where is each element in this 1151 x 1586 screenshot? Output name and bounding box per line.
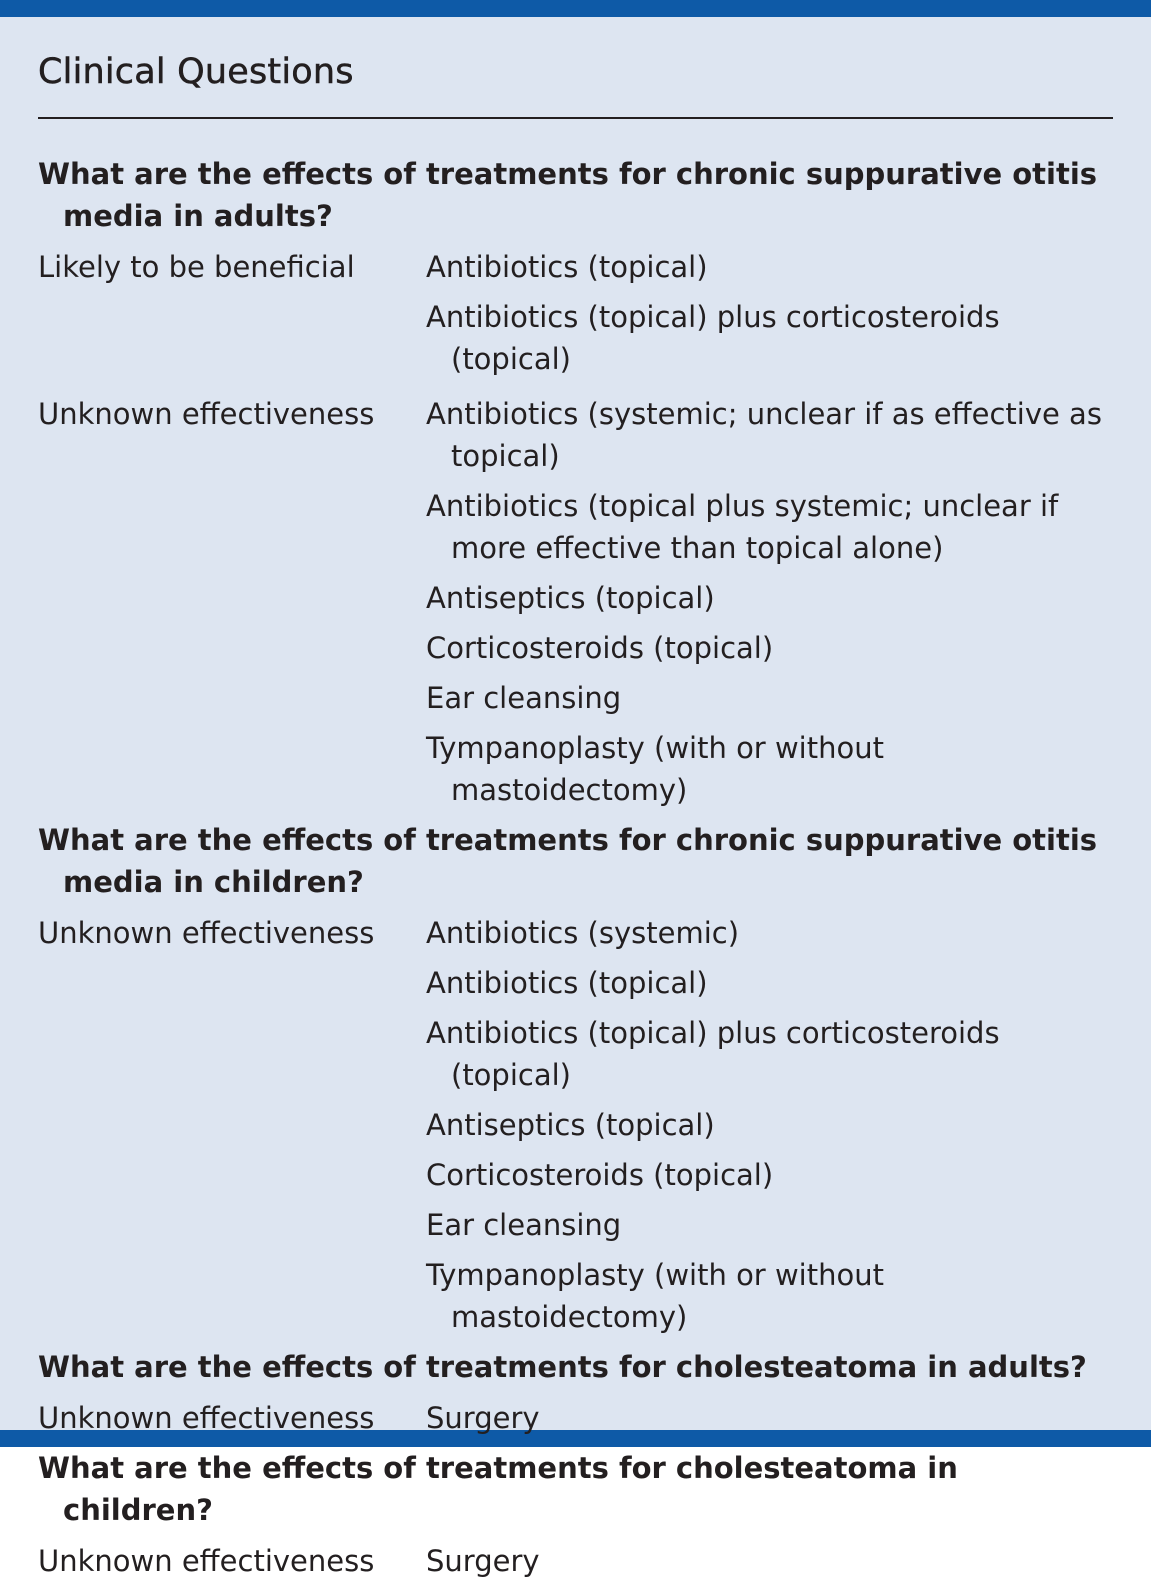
effectiveness-category: Unknown effectiveness [38,397,375,431]
treatment-list [426,389,1113,815]
question-section [38,819,1113,1342]
evidence-group [38,908,1113,1342]
effectiveness-category: Unknown effectiveness [38,1544,375,1578]
treatment-list [426,242,1113,384]
treatment-item: Tympanoplasty (with or without mastoidectomy) [426,1258,884,1334]
question-section [38,1346,1113,1443]
question-section [38,153,1113,815]
treatment-item: Antibiotics (topical plus systemic; unclear if more effective than topical alone) [426,489,1059,565]
treatment-item: Antibiotics (topical) plus corticosteroids (topical) [426,300,1000,376]
treatment-item: Antibiotics (topical) [426,966,708,1000]
evidence-group [38,389,1113,815]
treatment-item: Surgery [426,1544,540,1578]
treatment-item: Surgery [426,1401,540,1435]
treatment-item: Antibiotics (systemic) [426,916,740,950]
treatment-item: Tympanoplasty (with or without mastoidectomy) [426,731,884,807]
treatment-list [426,1393,1113,1443]
title-divider [38,117,1113,119]
question-heading: What are the effects of treatments for chronic suppurative otitis media in adults? [38,157,1098,233]
treatment-item: Corticosteroids (topical) [426,1158,774,1192]
treatment-item: Antiseptics (topical) [426,581,715,615]
treatment-list [426,1536,1113,1586]
treatment-item: Ear cleansing [426,1208,622,1242]
effectiveness-category: Likely to be beneficial [38,250,355,284]
evidence-group [38,242,1113,384]
treatment-item: Antibiotics (topical) plus corticosteroids (topical) [426,1016,1000,1092]
question-heading: What are the effects of treatments for cholesteatoma in children? [38,1451,958,1527]
treatment-item: Corticosteroids (topical) [426,631,774,665]
evidence-group [38,1393,1113,1443]
question-heading: What are the effects of treatments for chronic suppurative otitis media in children? [38,823,1098,899]
effectiveness-category: Unknown effectiveness [38,1401,375,1435]
panel-title: Clinical Questions [38,52,354,92]
treatment-item: Antibiotics (topical) [426,250,708,284]
question-section [38,1447,1113,1586]
treatment-item: Antibiotics (systemic; unclear if as effective as topical) [426,397,1102,473]
evidence-group [38,1536,1113,1586]
treatment-item: Antiseptics (topical) [426,1108,715,1142]
treatment-item: Ear cleansing [426,681,622,715]
effectiveness-category: Unknown effectiveness [38,916,375,950]
question-heading: What are the effects of treatments for cholesteatoma in adults? [38,1350,1087,1384]
treatment-list [426,908,1113,1342]
question-sections [38,153,1113,1586]
